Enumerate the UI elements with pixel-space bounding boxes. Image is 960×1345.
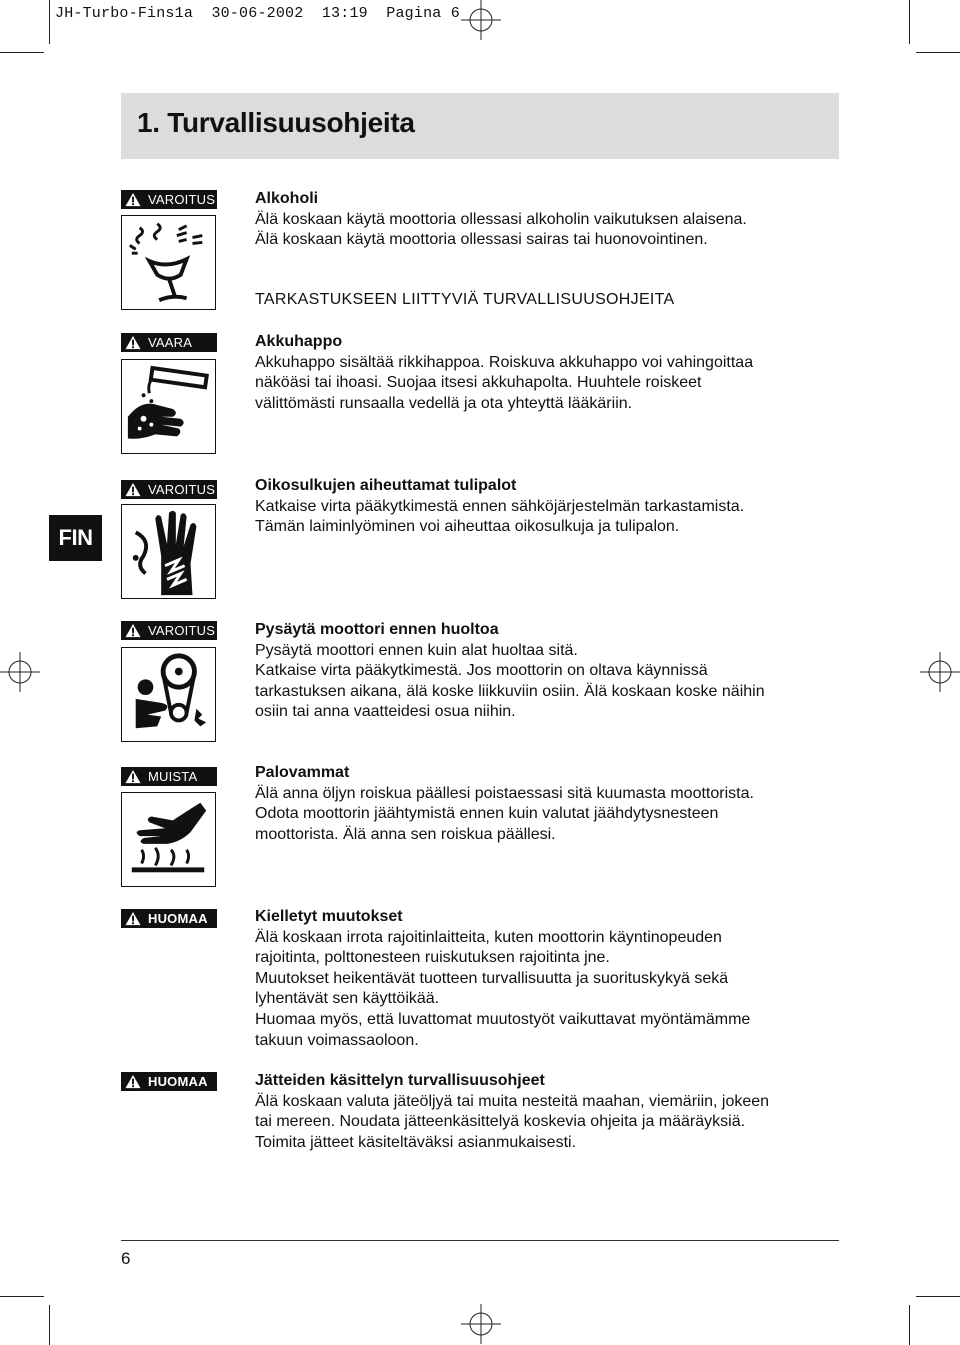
crop-mark (0, 1296, 44, 1297)
badge-label: VAROITUS (148, 192, 216, 207)
registration-mark (0, 652, 40, 692)
caution-badge (121, 767, 217, 786)
crop-mark (916, 52, 960, 53)
title-bar (121, 93, 839, 159)
badge-label: HUOMAA (148, 1074, 208, 1089)
warning-triangle-icon (124, 335, 142, 350)
section-line: Katkaise virta pääkytkimestä ennen sähköjärjestelmän tarkastamista. (255, 497, 745, 515)
warning-triangle-icon (124, 911, 142, 926)
badge-label: VAROITUS (148, 623, 216, 638)
crop-mark (49, 1305, 50, 1345)
section-line: Tämän laiminlyöminen voi aiheuttaa oikosulkuja ja tulipalon. (255, 518, 680, 536)
section-jatteet (255, 1071, 835, 1153)
section-line: moottorista. Älä anna sen roiskua päällesi. (255, 825, 556, 843)
drunk-glass-icon (121, 215, 216, 310)
badge-label: HUOMAA (148, 911, 208, 926)
section-kielletyt-muutokset (255, 907, 835, 1051)
section-line: Älä koskaan valuta jäteöljyä tai muita nesteitä maahan, viemäriin, jokeen (255, 1092, 770, 1110)
badge-label: MUISTA (148, 769, 198, 784)
section-heading: Palovammat (255, 764, 350, 781)
electric-hand-icon (121, 504, 216, 599)
section-line: Toimita jätteet käsiteltäväksi asianmukaisesti. (255, 1133, 577, 1151)
crop-mark (916, 1296, 960, 1297)
section-line: välittömästi runsaalla vedellä ja ota yhteyttä lääkäriin. (255, 394, 633, 412)
section-heading: Akkuhappo (255, 333, 343, 350)
section-heading: Pysäytä moottori ennen huoltoa (255, 621, 499, 638)
section-alkoholi (255, 189, 835, 251)
section-akkuhappo (255, 332, 835, 414)
section-line: takuun voimassaoloon. (255, 1031, 419, 1049)
section-line: näköäsi tai ihoasi. Suojaa itsesi akkuhapolta. Huuhtele roiskeet (255, 374, 702, 392)
warning-triangle-icon (124, 623, 142, 638)
section-palovammat (255, 763, 835, 845)
section-heading: Oikosulkujen aiheuttamat tulipalot (255, 477, 517, 494)
warning-badge (121, 190, 217, 209)
crop-mark (49, 0, 50, 44)
section-heading: Alkoholi (255, 190, 319, 207)
section-heading: Kielletyt muutokset (255, 908, 403, 925)
registration-mark (920, 652, 960, 692)
warning-badge (121, 480, 217, 499)
crop-mark (909, 0, 910, 44)
warning-triangle-icon (124, 192, 142, 207)
section-subtitle: TARKASTUKSEEN LIITTYVIÄ TURVALLISUUSOHJEITA (255, 291, 675, 308)
warning-badge (121, 621, 217, 640)
hot-surface-hand-icon (121, 792, 216, 887)
section-line: Pysäytä moottori ennen kuin alat huoltaa sitä. (255, 641, 578, 659)
section-line: lyhentävät sen käyttöikää. (255, 990, 440, 1008)
section-line: Älä koskaan käytä moottoria ollessasi sairas tai huonovointinen. (255, 231, 708, 249)
print-date: 30-06-2002 (211, 5, 304, 22)
belt-pulley-icon (121, 647, 216, 742)
print-time: 13:19 (321, 5, 368, 22)
warning-triangle-icon (124, 1074, 142, 1089)
registration-mark (461, 1304, 501, 1344)
notice-badge (121, 909, 217, 928)
crop-mark (0, 52, 44, 53)
section-line: Akkuhappo sisältää rikkihappoa. Roiskuva akkuhappo voi vahingoittaa (255, 353, 754, 371)
print-page-label: Pagina 6 (386, 5, 460, 22)
section-line: Muutokset heikentävät tuotteen turvallisuutta ja suorituskykyä sekä (255, 969, 729, 987)
section-oikosulut (255, 476, 835, 538)
section-line: Älä anna öljyn roiskua päällesi poistaessasi sitä kuumasta moottorista. (255, 784, 754, 802)
section-line: osiin tai anna vaatteidesi osua niihin. (255, 703, 516, 721)
section-line: Katkaise virta pääkytkimestä. Jos moottorin on oltava käynnissä (255, 662, 708, 680)
language-tab: FIN (49, 515, 102, 561)
section-line: tarkastuksen aikana, älä koske liikkuviin osiin. Älä koskaan koske näihin (255, 682, 765, 700)
print-header (55, 5, 460, 22)
section-line: Älä koskaan irrota rajoitinlaitteita, kuten moottorin käyntinopeuden (255, 928, 722, 946)
section-heading: Jätteiden käsittelyn turvallisuusohjeet (255, 1072, 545, 1089)
registration-mark (461, 0, 501, 40)
section-line: tai mereen. Noudata jätteenkäsittelyä koskevia ohjeita ja määräyksiä. (255, 1113, 746, 1131)
danger-badge (121, 333, 217, 352)
page-title: 1. Turvallisuusohjeita (137, 107, 415, 138)
badge-label: VAARA (148, 335, 193, 350)
page-number: 6 (121, 1249, 131, 1268)
warning-triangle-icon (124, 769, 142, 784)
crop-mark (909, 1305, 910, 1345)
section-line: Älä koskaan käytä moottoria ollessasi alkoholin vaikutuksen alaisena. (255, 210, 747, 228)
notice-badge (121, 1072, 217, 1091)
section-pysayta-moottori (255, 620, 835, 723)
warning-triangle-icon (124, 482, 142, 497)
print-file-name: JH-Turbo-Fins1a (55, 5, 194, 22)
section-line: Odota moottorin jäähtymistä ennen kuin valutat jäähdytysnesteen (255, 805, 719, 823)
section-line: rajoitinta, polttonesteen ruiskutuksen rajoitinta jne. (255, 949, 610, 967)
section-line: Huomaa myös, että luvattomat muutostyöt vaikuttavat myöntämämme (255, 1010, 751, 1028)
acid-hand-icon (121, 359, 216, 454)
footer-rule (121, 1240, 839, 1241)
badge-label: VAROITUS (148, 482, 216, 497)
